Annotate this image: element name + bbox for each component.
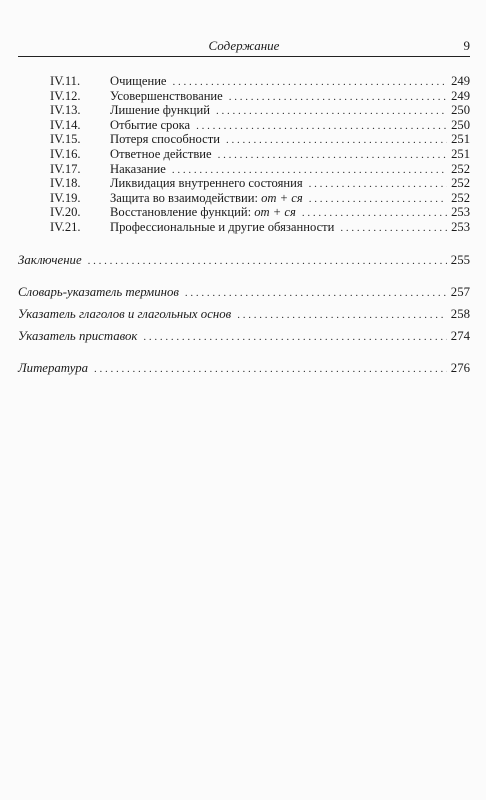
toc-entry bbox=[18, 132, 470, 147]
toc-entry-number: IV.19. bbox=[50, 190, 81, 205]
toc-section-page: 255 bbox=[450, 252, 470, 267]
toc-entry-title bbox=[110, 162, 166, 177]
toc-entry-number: IV.11. bbox=[50, 74, 81, 88]
toc-section bbox=[18, 303, 470, 325]
toc-entry-title-text: Наказание bbox=[110, 161, 166, 176]
subsection-list bbox=[18, 74, 470, 235]
toc-entry-title-text: Восстановление функций: bbox=[110, 205, 252, 220]
toc-entry-title bbox=[110, 132, 220, 147]
leader-dots bbox=[237, 304, 447, 326]
leader-dots bbox=[218, 148, 447, 163]
toc-entry bbox=[18, 89, 470, 104]
toc-section-title: Указатель глаголов и глагольных основ bbox=[18, 306, 232, 321]
toc-entry-number: IV.20. bbox=[50, 205, 81, 220]
toc-entry-title bbox=[110, 147, 212, 162]
toc-entry-number: IV.13. bbox=[50, 103, 81, 118]
toc-entry-title-text: Профессиональные и другие обязанности bbox=[110, 219, 335, 234]
toc-entry-page: 250 bbox=[451, 103, 470, 118]
leader-dots bbox=[229, 90, 447, 105]
toc-section bbox=[18, 357, 470, 379]
toc-entry-page: 250 bbox=[451, 117, 470, 132]
toc-entry-number: IV.18. bbox=[50, 176, 81, 191]
toc-entry bbox=[18, 147, 470, 162]
leader-dots bbox=[302, 206, 447, 221]
toc-entry-page: 251 bbox=[451, 146, 470, 161]
toc-entry-title bbox=[110, 89, 223, 104]
toc-entry-title bbox=[110, 74, 167, 89]
toc-entry-number: IV.15. bbox=[50, 132, 81, 147]
toc-entry bbox=[18, 205, 470, 220]
toc-section-title: Указатель приставок bbox=[18, 328, 138, 343]
toc-entry-title bbox=[110, 191, 303, 206]
toc-section-page: 276 bbox=[450, 360, 470, 375]
toc-entry-page: 252 bbox=[451, 161, 470, 176]
toc-entry-number: IV.21. bbox=[50, 219, 81, 234]
toc-section bbox=[18, 249, 470, 271]
running-header bbox=[18, 34, 470, 57]
toc-entry-title bbox=[110, 205, 296, 220]
toc-entry bbox=[18, 176, 470, 191]
toc-section-page: 258 bbox=[450, 306, 470, 321]
table-of-contents bbox=[18, 74, 470, 379]
toc-entry-title-text: Ответное действие bbox=[110, 146, 212, 161]
toc-entry-page: 253 bbox=[451, 219, 470, 234]
header-page-number: 9 bbox=[463, 38, 470, 53]
toc-entry-page: 252 bbox=[451, 190, 470, 205]
leader-dots bbox=[143, 326, 447, 348]
toc-entry-title-text: Потеря способности bbox=[110, 132, 220, 147]
leader-dots bbox=[196, 119, 447, 134]
toc-entry-title bbox=[110, 103, 210, 118]
toc-entry-title-text: Усовершенствование bbox=[110, 88, 223, 103]
toc-entry-page: 252 bbox=[451, 176, 470, 191]
leader-dots bbox=[94, 358, 447, 380]
leader-dots bbox=[309, 177, 447, 192]
toc-entry-page: 251 bbox=[451, 132, 470, 147]
toc-entry bbox=[18, 162, 470, 177]
toc-entry bbox=[18, 103, 470, 118]
toc-entry-title bbox=[110, 118, 190, 133]
toc-entry-number: IV.12. bbox=[50, 88, 81, 103]
toc-section bbox=[18, 325, 470, 347]
toc-entry-title-italic: от + ся bbox=[254, 205, 296, 220]
toc-entry-title-text: Лишение функций bbox=[110, 103, 211, 118]
leader-dots bbox=[172, 163, 447, 178]
toc-entry-page: 249 bbox=[451, 74, 470, 88]
toc-section-page: 257 bbox=[450, 284, 470, 299]
toc-entry-number: IV.16. bbox=[50, 146, 81, 161]
toc-entry-title-text: Защита во взаимодействии: bbox=[110, 190, 258, 205]
toc-entry bbox=[18, 74, 470, 89]
leader-dots bbox=[226, 133, 447, 148]
leader-dots bbox=[340, 221, 447, 236]
toc-section bbox=[18, 281, 470, 303]
toc-entry bbox=[18, 191, 470, 206]
toc-entry-title-text: Ликвидация внутреннего состояния bbox=[110, 176, 303, 191]
toc-entry-title bbox=[110, 176, 303, 191]
leader-dots bbox=[88, 250, 447, 272]
leader-dots bbox=[309, 192, 447, 207]
toc-entry-title-text: Очищение bbox=[110, 74, 167, 88]
toc-entry-page: 253 bbox=[451, 205, 470, 220]
leader-dots bbox=[216, 104, 447, 119]
toc-section-page: 274 bbox=[450, 328, 470, 343]
section-list bbox=[18, 249, 470, 379]
leader-dots bbox=[185, 282, 447, 304]
toc-entry-title-italic: от + ся bbox=[261, 190, 303, 205]
toc-entry-title-text: Отбытие срока bbox=[110, 117, 191, 132]
header-title: Содержание bbox=[208, 38, 280, 53]
toc-entry-page: 249 bbox=[451, 88, 470, 103]
toc-entry bbox=[18, 220, 470, 235]
toc-entry-number: IV.17. bbox=[50, 161, 81, 176]
toc-section-title: Словарь-указатель терминов bbox=[18, 284, 179, 299]
toc-section-title: Литература bbox=[18, 360, 89, 375]
leader-dots bbox=[173, 75, 447, 90]
toc-entry-title bbox=[110, 220, 334, 235]
toc-entry-number: IV.14. bbox=[50, 117, 81, 132]
toc-entry bbox=[18, 118, 470, 133]
toc-section-title: Заключение bbox=[18, 252, 82, 267]
